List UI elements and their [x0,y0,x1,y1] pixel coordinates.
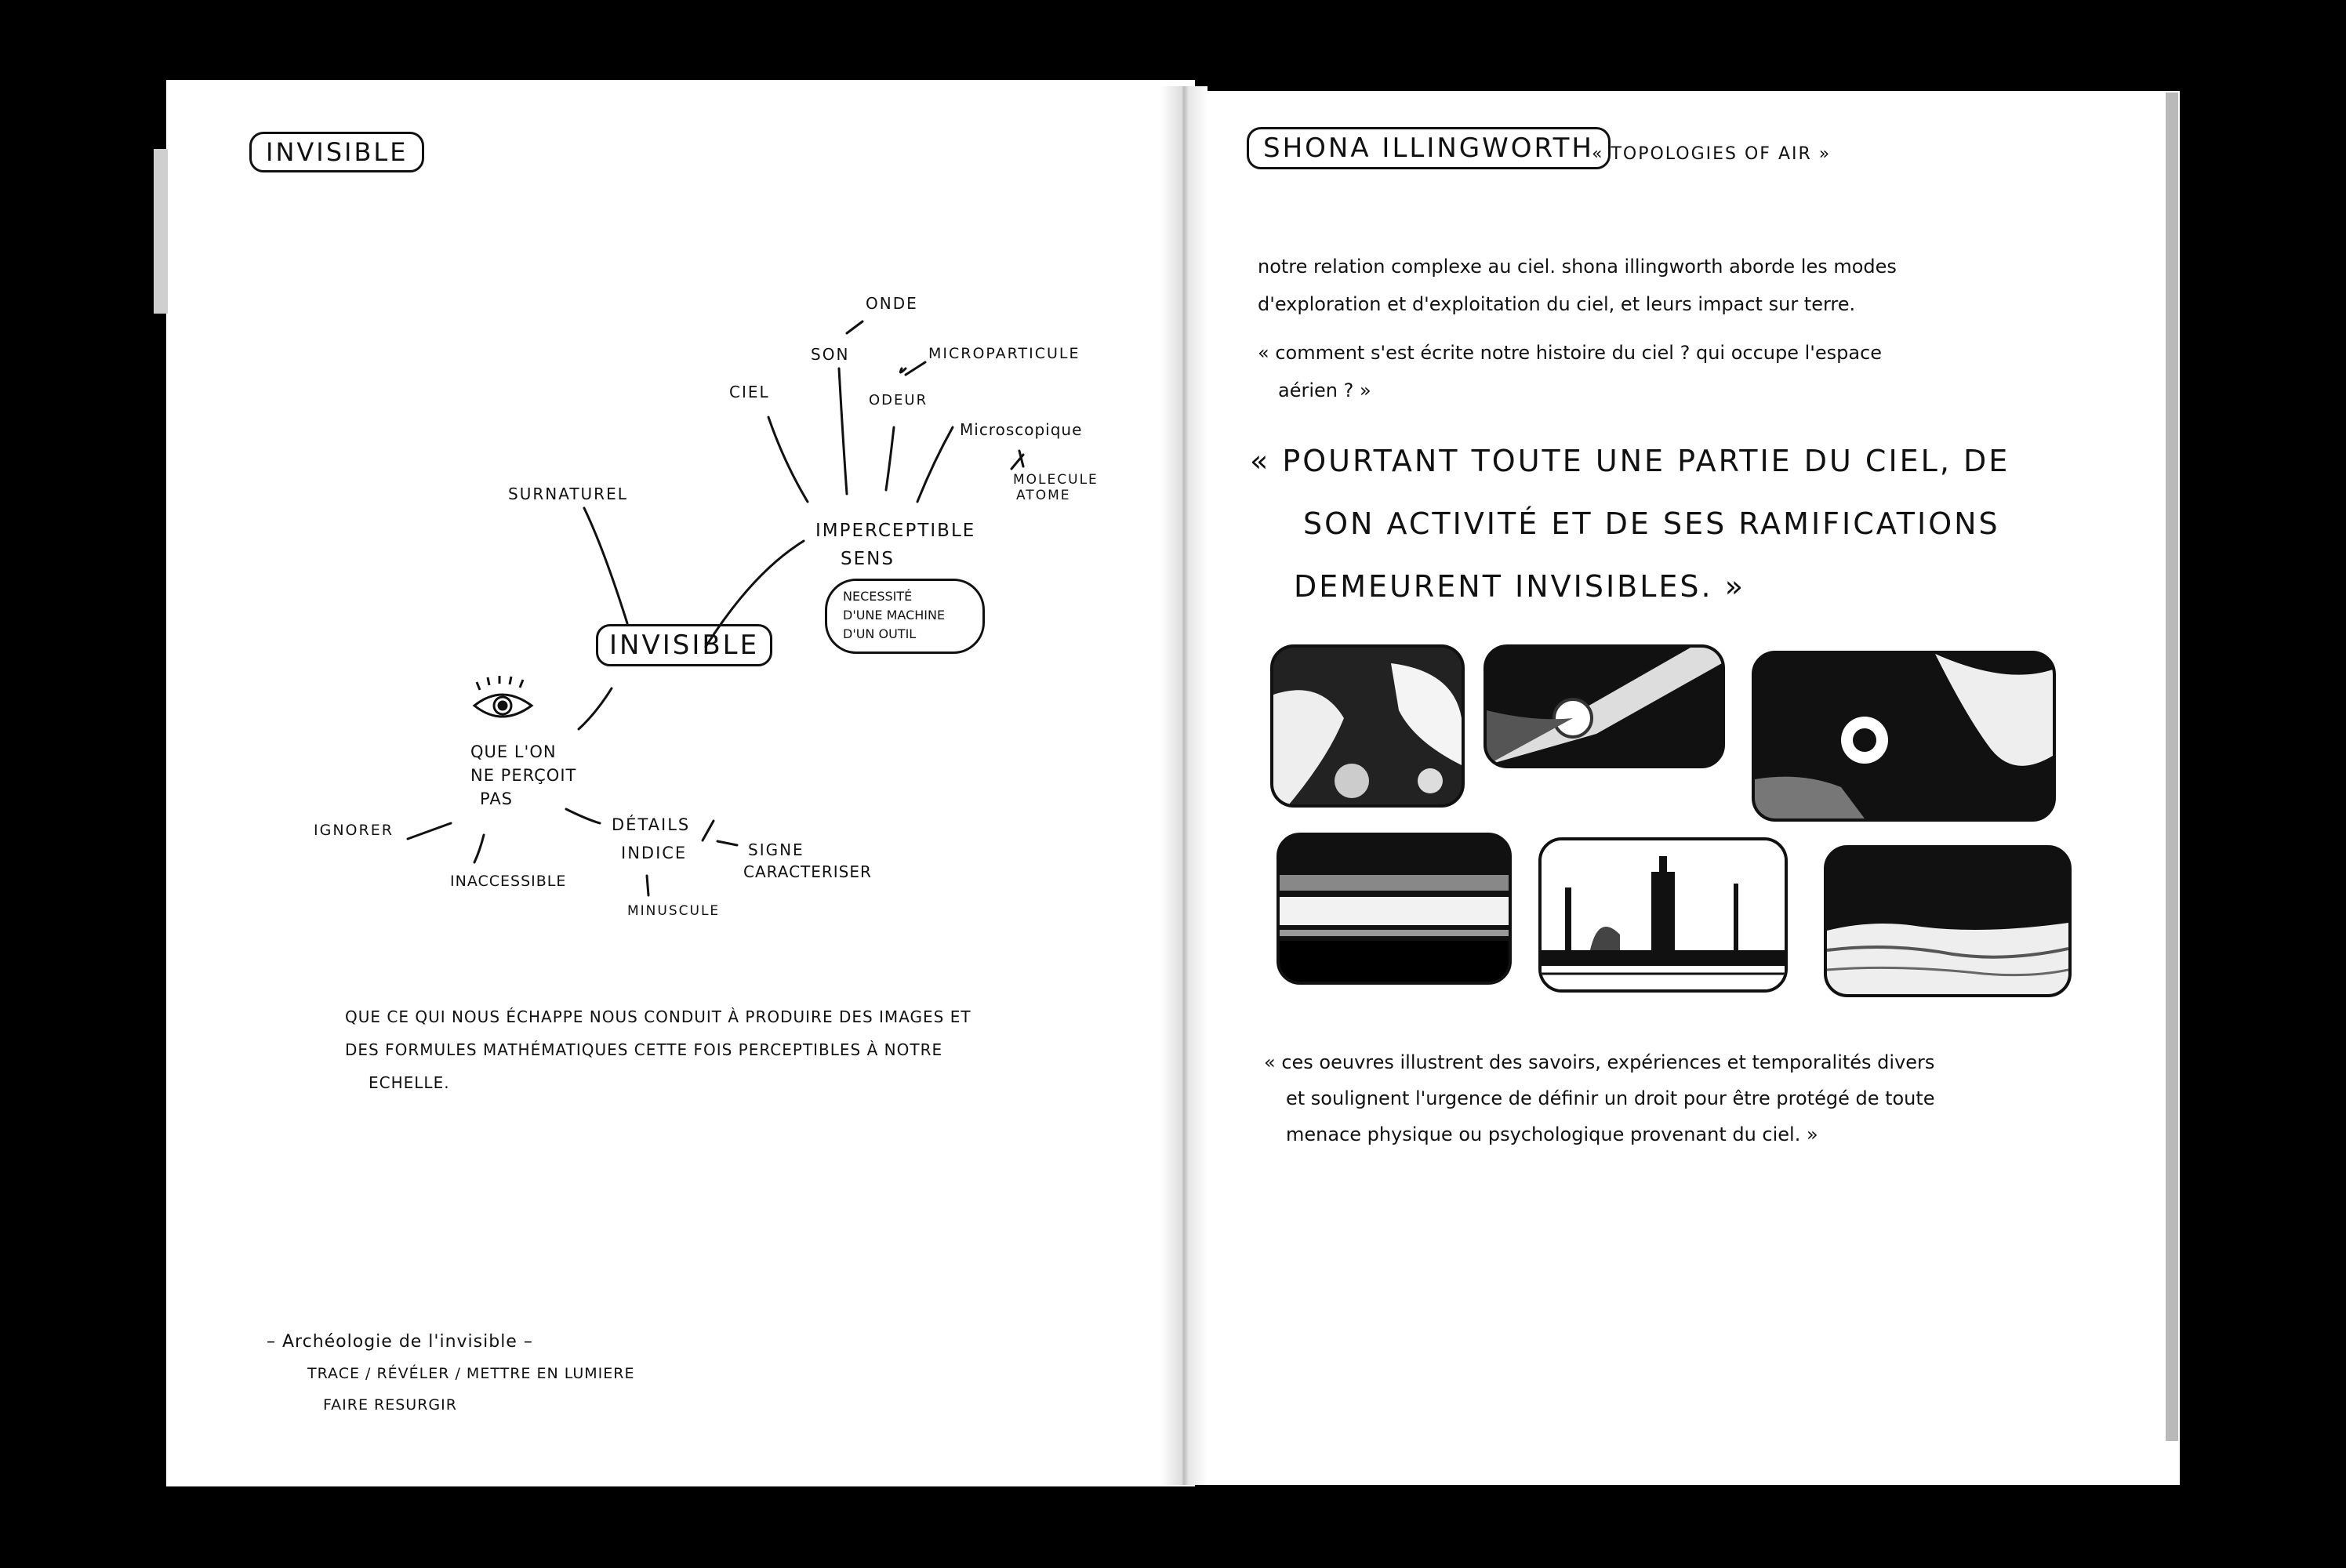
intro-line-2: d'exploration et d'exploitation du ciel, et leurs impact sur terre. [1258,293,1856,315]
ciel-label: CIEL [729,383,770,401]
que-lon-line-2: NE PERÇOIT [470,766,577,785]
center-invisible-node: INVISIBLE [596,624,772,666]
necessite-line-2: D'UNE MACHINE [843,608,946,622]
ignorer-label: IGNORER [314,822,394,839]
odeur-label: ODEUR [869,392,928,408]
footer-line-2: TRACE / RÉVÉLER / METTRE EN LUMIERE [307,1365,635,1382]
necessite-bubble [825,579,985,654]
work-title: « TOPOLOGIES OF AIR » [1592,144,1832,164]
left-footer-notes [267,1327,634,1421]
intro-line-1: notre relation complexe au ciel. shona illingworth aborde les modes [1258,256,1897,278]
surnaturel-label: SURNATUREL [508,485,628,503]
artist-name-tag: SHONA ILLINGWORTH [1247,127,1611,169]
intro-text [1258,248,1897,409]
son-label: SON [811,345,850,364]
que-lon-line-3: PAS [480,789,514,808]
drawing-searchlight [1484,644,1725,768]
atome-label: ATOME [1016,488,1071,503]
drawing-earth-clouds [1270,644,1465,808]
molecule-label: MOLECULE [1013,472,1099,488]
details-label: DÉTAILS [612,815,691,834]
intro-line-4: aérien ? » [1278,379,1371,401]
inaccessible-label: INACCESSIBLE [450,873,567,890]
onde-label: ONDE [866,294,918,313]
quote-line-3: DEMEURENT INVISIBLES. » [1294,569,1745,604]
footer-line-1: – Archéologie de l'invisible – [267,1332,533,1352]
imperceptible-label: IMPERCEPTIBLE [815,521,976,541]
intro-line-3: « comment s'est écrite notre histoire du ciel ? qui occupe l'espace [1258,342,1883,364]
drawing-crater [1752,651,2056,822]
drawing-industrial-site [1538,837,1788,993]
quote-line-1: « POURTANT TOUTE UNE PARTIE DU CIEL, DE [1250,444,2010,478]
drawing-sea-waves [1824,845,2072,997]
closing-line-3: menace physique ou psychologique provenant du ciel. » [1286,1123,1818,1145]
left-paragraph-line-1: QUE CE QUI NOUS ÉCHAPPE NOUS CONDUIT À PRODUIRE DES IMAGES ET [345,1007,971,1026]
closing-line-2: et soulignent l'urgence de définir un droit pour être protégé de toute [1286,1087,1935,1109]
microscopique-label: Microscopique [960,420,1083,439]
closing-line-1: « ces oeuvres illustrent des savoirs, expériences et temporalités divers [1264,1051,1935,1073]
invisible-header-tag: INVISIBLE [249,132,424,172]
necessite-line-1: NECESSITÉ [843,589,913,604]
left-paragraph [345,1000,971,1099]
necessite-line-3: D'UN OUTIL [843,626,917,641]
indice-label: INDICE [621,844,688,862]
eye-icon [474,676,532,717]
que-lon-block [470,740,576,811]
que-lon-line-1: QUE L'ON [470,742,557,761]
drawing-horizon-sky [1276,833,1512,985]
microparticule-label: MICROPARTICULE [928,345,1080,362]
footer-line-3: FAIRE RESURGIR [323,1396,457,1414]
quote-line-2: SON ACTIVITÉ ET DE SES RAMIFICATIONS [1303,506,2000,541]
signe-label: SIGNE [748,840,804,859]
sens-label: SENS [841,549,895,569]
closing-text [1264,1044,1935,1152]
caracteriser-label: CARACTERISER [743,862,872,881]
pull-quote [1250,430,2010,618]
left-paragraph-line-2: DES FORMULES MATHÉMATIQUES CETTE FOIS PERCEPTIBLES À NOTRE [345,1040,943,1059]
left-paragraph-line-3: ECHELLE. [369,1073,450,1092]
minuscule-label: MINUSCULE [627,903,721,919]
